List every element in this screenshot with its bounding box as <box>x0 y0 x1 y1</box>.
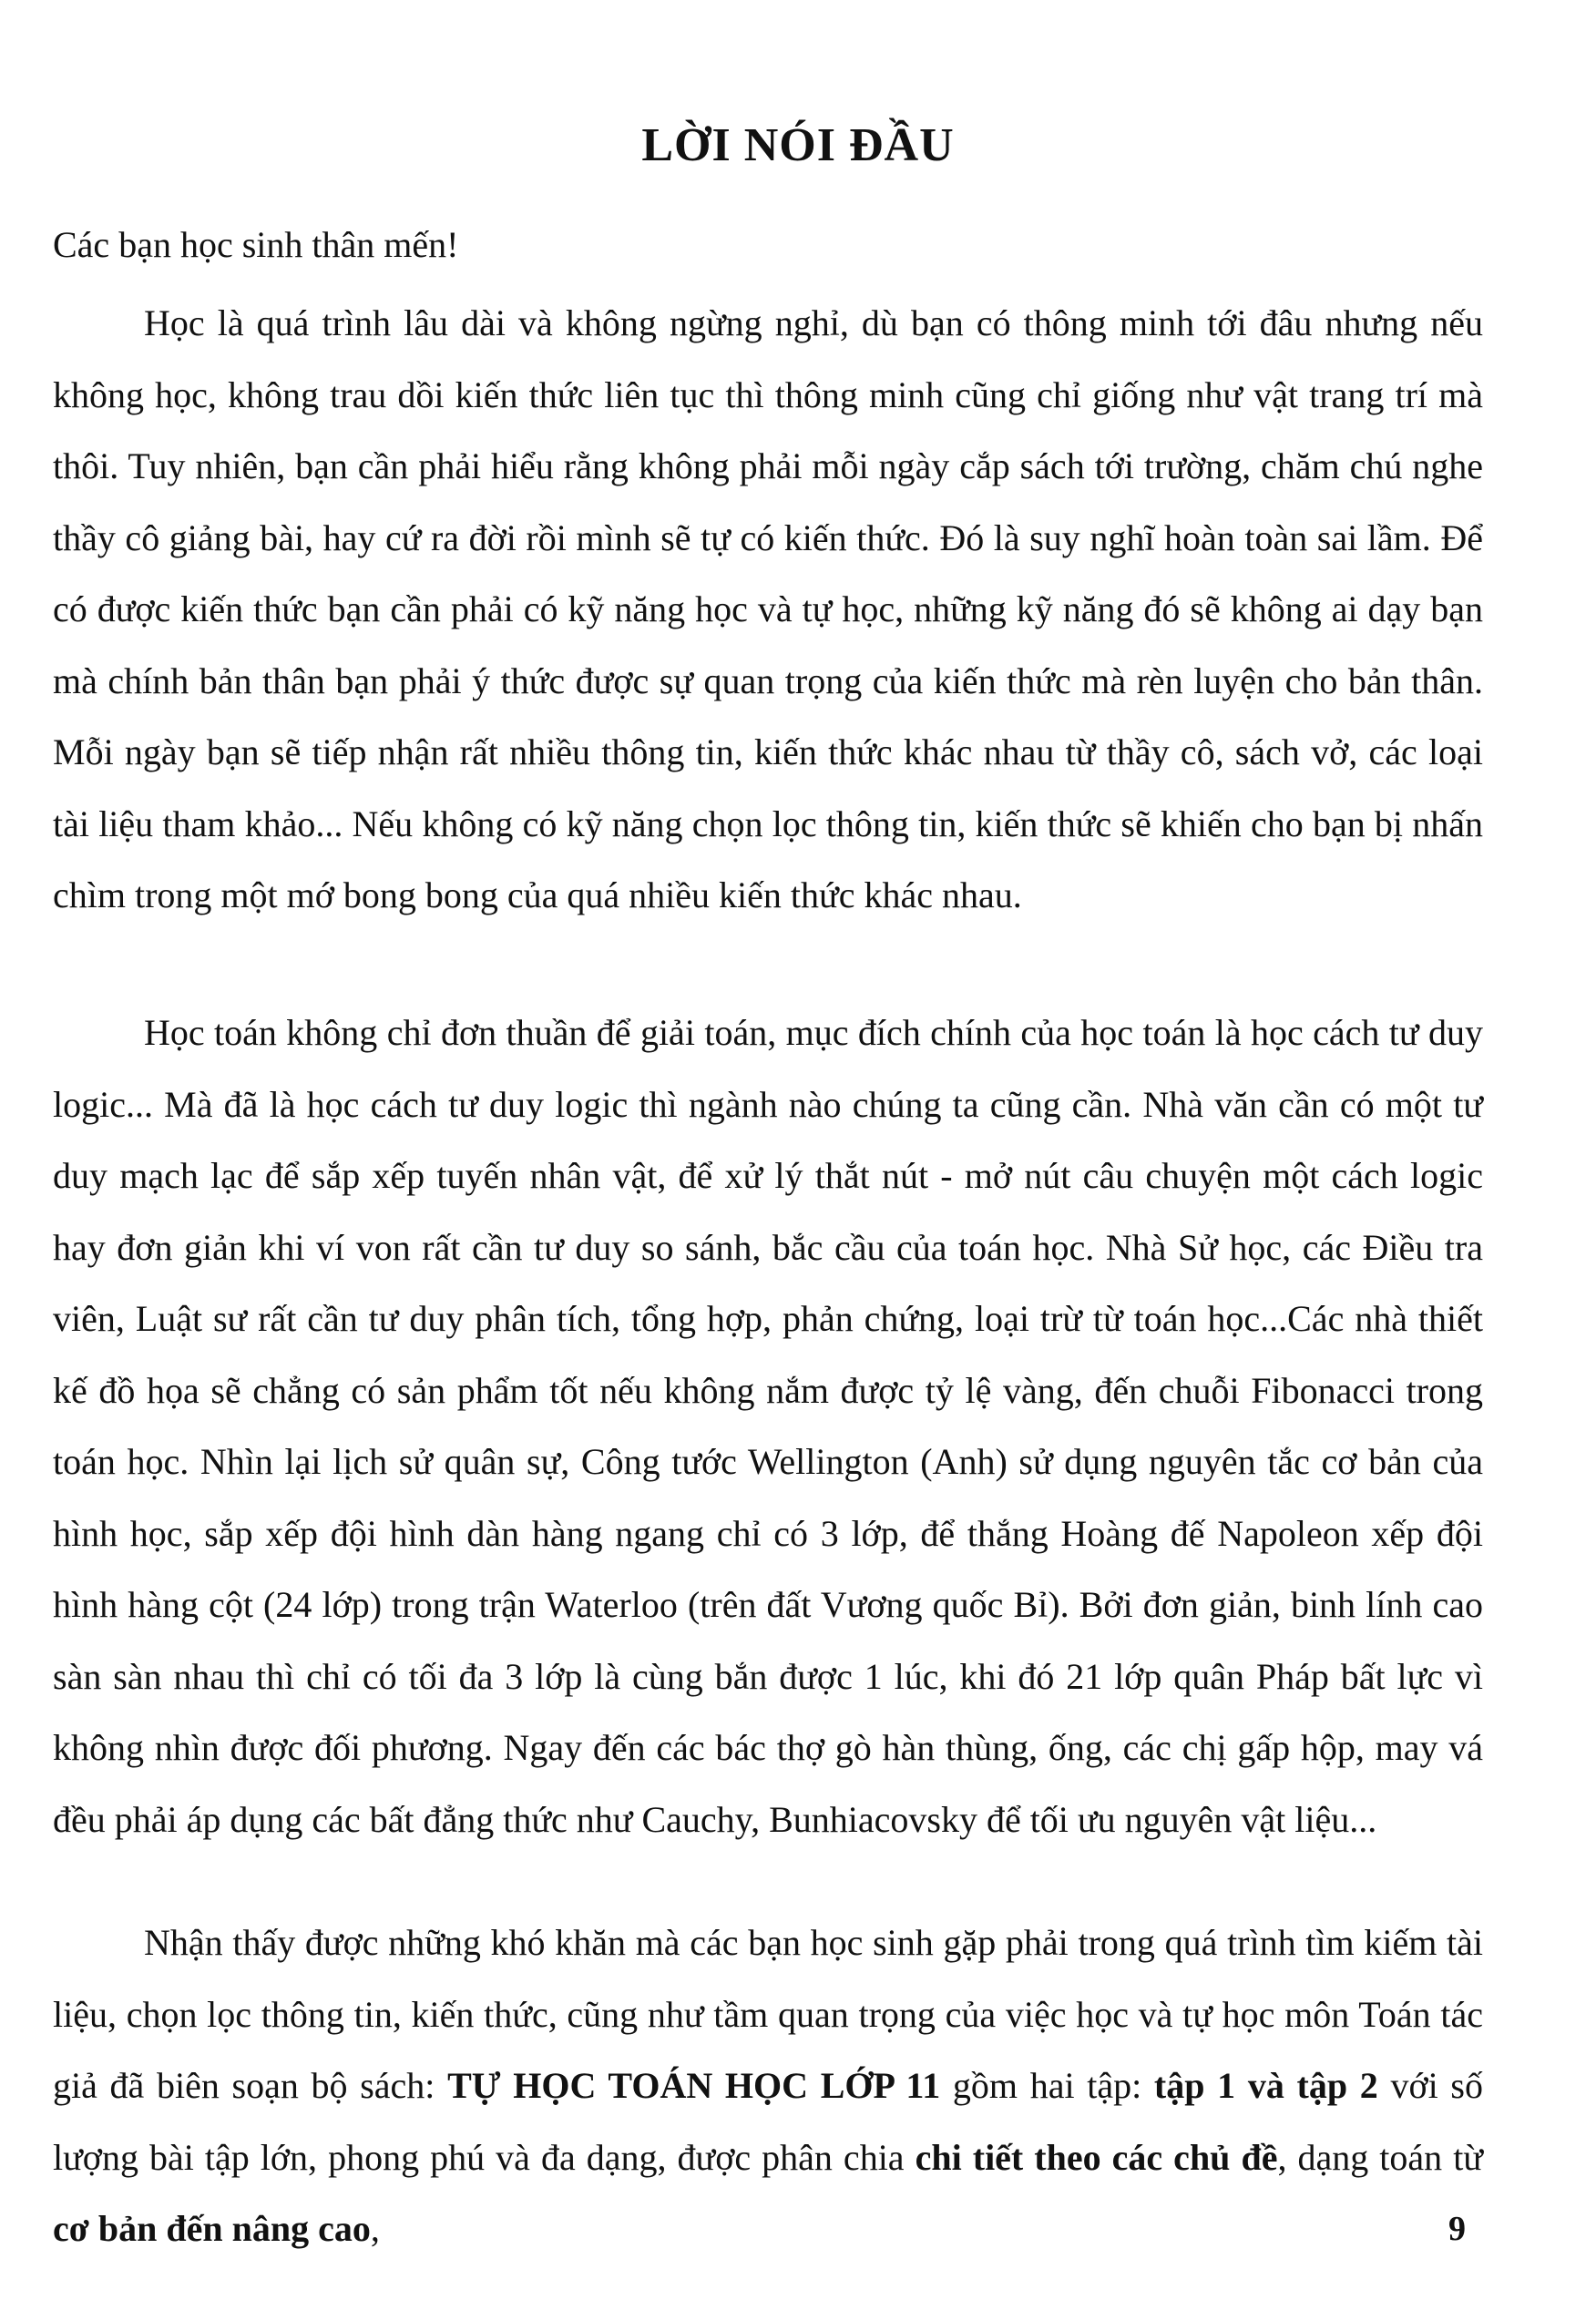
paragraph-3-text-2: gồm hai tập: <box>940 2065 1154 2106</box>
paragraph-3-text-1: Nhận thấy được những khó khăn mà các bạn học sinh gặp phải trong quá trình tìm kiếm tài liệu, chọn lọc thông tin, kiến thức, cũng như tầm quan trọng của việc học và tự học môn Toán tác giả đã biên soạn bộ sách: <box>53 1922 1483 2106</box>
greeting: Các bạn học sinh thân mến! <box>53 224 459 265</box>
paragraph-1: Học là quá trình lâu dài và không ngừng nghỉ, dù bạn có thông minh tới đâu nhưng nếu không học, không trau dồi kiến thức liên tục thì thông minh cũng chỉ giống như vật trang trí mà thôi. Tuy nhiên, bạn cần phải hiểu rằng không phải mỗi ngày cắp sách tới trường, chăm chú nghe thầy cô giảng bài, hay cứ ra đời rồi mình sẽ tự có kiến thức. Đó là suy nghĩ hoàn toàn sai lầm. Để có được kiến thức bạn cần phải có kỹ năng học và tự học, những kỹ năng đó sẽ không ai dạy bạn mà chính bản thân bạn phải ý thức được sự quan trọng của kiến thức mà rèn luyện cho bản thân. Mỗi ngày bạn sẽ tiếp nhận rất nhiều thông tin, kiến thức khác nhau từ thầy cô, sách vở, các loại tài liệu tham khảo... Nếu không có kỹ năng chọn lọc thông tin, kiến thức sẽ khiến cho bạn bị nhấn chìm trong một mớ bong bong của quá nhiều kiến thức khác nhau. <box>53 302 1483 915</box>
paragraph-3-text-3: với số lượng bài tập lớn, phong phú và đa dạng, được phân chia <box>53 2065 1483 2178</box>
paragraph-3-text-4: , dạng toán từ <box>1277 2136 1483 2178</box>
topics-text: chi tiết theo các chủ đề <box>915 2136 1278 2178</box>
book-title: TỰ HỌC TOÁN HỌC LỚP 11 <box>447 2065 941 2106</box>
paragraph-3-text-5: , <box>370 2208 380 2249</box>
volumes-text: tập 1 và tập 2 <box>1153 2065 1378 2106</box>
page-number: 9 <box>1448 2210 1466 2248</box>
paragraph-3 <box>53 1907 1483 2265</box>
page-title: LỜI NÓI ĐẦU <box>641 119 955 171</box>
paragraph-2: Học toán không chỉ đơn thuần để giải toán, mục đích chính của học toán là học cách tư duy logic... Mà đã là học cách tư duy logic thì ngành nào chúng ta cũng cần. Nhà văn cần có một tư duy mạch lạc để sắp xếp tuyến nhân vật, để xử lý thắt nút - mở nút câu chuyện một cách logic hay đơn giản khi ví von rất cần tư duy so sánh, bắc cầu của toán học. Nhà Sử học, các Điều tra viên, Luật sư rất cần tư duy phân tích, tổng hợp, phản chứng, loại trừ từ toán học...Các nhà thiết kế đồ họa sẽ chẳng có sản phẩm tốt nếu không nắm được tỷ lệ vàng, đến chuỗi Fibonacci trong toán học. Nhìn lại lịch sử quân sự, Công tước Wellington (Anh) sử dụng nguyên tắc cơ bản của hình học, sắp xếp đội hình dàn hàng ngang chỉ có 3 lớp, để thắng Hoàng đế Napoleon xếp đội hình hàng cột (24 lớp) trong trận Waterloo (trên đất Vương quốc Bỉ). Bởi đơn giản, binh lính cao sàn sàn nhau thì chỉ có tối đa 3 lớp là cùng bắn được 1 lúc, khi đó 21 lớp quân Pháp bất lực vì không nhìn được đối phương. Ngay đến các bác thợ gò hàn thùng, ống, các chị gấp hộp, may vá đều phải áp dụng các bất đẳng thức như Cauchy, Bunhiacovsky để tối ưu nguyên vật liệu... <box>53 1012 1483 1840</box>
level-text: cơ bản đến nâng cao <box>53 2208 371 2249</box>
